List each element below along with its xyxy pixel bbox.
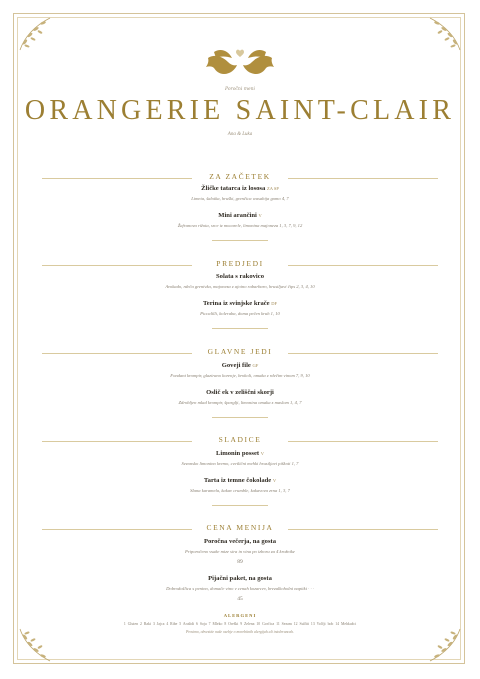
dish-name: Mini arančini V bbox=[218, 212, 262, 219]
short-divider bbox=[212, 328, 268, 329]
short-divider bbox=[212, 505, 268, 506]
section-title: SLADICE bbox=[218, 435, 262, 444]
dish-name: Terina iz svinjske krače DF bbox=[202, 300, 278, 307]
dish-name: Solata s rakovico bbox=[216, 273, 264, 280]
dish-name: Žličke tatarca iz lososa ZA SP bbox=[201, 185, 279, 192]
short-divider bbox=[212, 240, 268, 241]
dish-name: Pijačni paket, na gosta bbox=[208, 575, 272, 582]
menu-subtitle: Poročni meni bbox=[225, 87, 255, 92]
couple-names: Ana & Luka bbox=[227, 132, 253, 137]
dish-description: Slana karamela, kakav crumble, kakavova zrna 1, 3, 7 bbox=[190, 488, 290, 493]
dish-name: Poročna večerja, na gosta bbox=[203, 538, 277, 545]
dish-description: Zdrobljen mlad krompir, šparglji, limonina omaka z maslom 1, 4, 7 bbox=[178, 400, 302, 405]
short-divider bbox=[212, 417, 268, 418]
leaf-ornament-icon bbox=[16, 14, 56, 54]
price: 89 bbox=[237, 559, 243, 565]
section-title: GLAVNE JEDI bbox=[207, 347, 273, 356]
dish-name: Oslič ek v zeliščni skorji bbox=[206, 389, 274, 396]
page-title: ORANGERIE SAINT-CLAIR bbox=[24, 95, 456, 126]
dish-description: Piccalilli, koleraba, doma pečen kruh 1, 10 bbox=[200, 311, 280, 316]
dish-description: Žafranova rižota, srce iz mocarele, limonina majoneza 1, 3, 7, 9, 12 bbox=[177, 223, 303, 228]
allergens-title: ALERGENI bbox=[223, 613, 257, 618]
section-title: PREDJEDI bbox=[216, 259, 264, 268]
section-title: CENA MENIJA bbox=[206, 523, 274, 532]
love-birds-icon bbox=[204, 44, 276, 78]
allergens-list: 1 Gluten 2 Raki 3 Jajca 4 Ribe 5 Arašidi 6 Soja 7 Mleko 8 Oreški 9 Zelena 10 Gorčica 11 Sezam 12 Sulfiti 13 Volčji bob 14 Mehkužci bbox=[123, 622, 357, 626]
dish-name: Limonin posset V bbox=[216, 450, 264, 457]
price: 45 bbox=[237, 596, 243, 602]
dish-name: Goveji file GF bbox=[221, 362, 259, 369]
leaf-ornament-icon bbox=[424, 14, 464, 54]
dish-description: Fondant krompir, glazirano korenje, brokoli, omaka z rdečim vinom 7, 9, 10 bbox=[170, 373, 310, 378]
dish-description: Limeta, šalotka, hruški, grenčica wasabija gomo 4, 7 bbox=[191, 196, 289, 201]
allergens-note: Prosimo, obvestite naše osebje o morebitnih alergijah ali intolerancah. bbox=[186, 630, 294, 634]
dish-description: Dobrodošlica s penino, domače vino v cenah kozarcev, brezalkoholni napitki · · · bbox=[166, 586, 314, 591]
dish-name: Tarta iz temne čokolade V bbox=[203, 477, 277, 484]
dish-description: Priporočeno vsake mize sira in vina po izboru za 4 krožnike bbox=[185, 549, 295, 554]
dish-description: Avokado, rdeča grenivka, majoneza z ajoino rabarbaro, hrustljavi čips 2, 3, 4, 10 bbox=[165, 284, 315, 289]
section-title: ZA ZAČETEK bbox=[209, 172, 271, 181]
dish-description: Sezonsko limonino kremo, cvetlični mehki hrustljavi piškoti 1, 7 bbox=[181, 461, 299, 466]
